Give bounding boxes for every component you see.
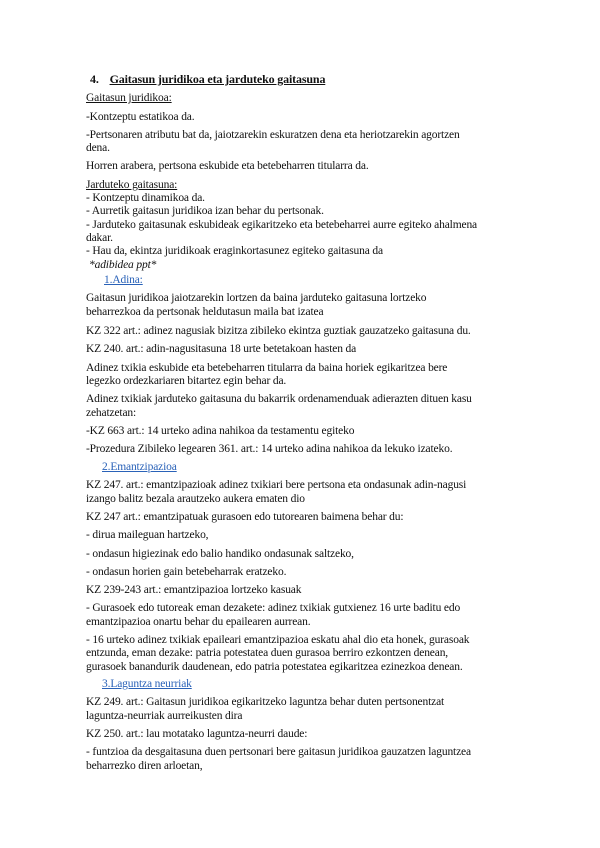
subsection-link-adina[interactable]: 1.Adina: — [104, 274, 143, 286]
text-line: KZ 249. art.: Gaitasun juridikoa egikaritzeko laguntza behar duten pertsonentzat — [86, 696, 445, 708]
text-line: - funtzioa da desgaitasuna duen pertsonari bere gaitasun juridikoa gauzatzen laguntzea — [86, 746, 471, 758]
text-line: -KZ 663 art.: 14 urteko adina nahikoa da testamentu egiteko — [86, 425, 355, 437]
text-line: Adinez txikia eskubide eta betebeharren titularra da baina horiek egikaritzea bere — [86, 362, 448, 374]
text-line: - Jarduteko gaitasunak eskubideak egikaritzeko eta betebeharrei aurre egiteko ahalmena — [86, 219, 478, 231]
subheading-jarduteko-gaitasuna: Jarduteko gaitasuna: — [86, 179, 178, 191]
text-line: KZ 250. art.: lau motatako laguntza-neurri daude: — [86, 728, 308, 740]
text-line: - Kontzeptu dinamikoa da. — [86, 192, 205, 204]
text-line: dakar. — [86, 232, 113, 244]
text-line: Horren arabera, pertsona eskubide eta betebeharren titularra da. — [86, 160, 369, 172]
subsection-link-laguntza-neurriak[interactable]: 3.Laguntza neurriak — [102, 678, 192, 690]
text-line: dena. — [86, 142, 110, 154]
text-line: - Aurretik gaitasun juridikoa izan behar du pertsonak. — [86, 205, 324, 217]
text-line: - ondasun higiezinak edo balio handiko ondasunak saltzeko, — [86, 548, 354, 560]
text-line: KZ 240. art.: adin-nagusitasuna 18 urte betetakoan hasten da — [86, 343, 357, 355]
subheading-gaitasun-juridikoa: Gaitasun juridikoa: — [86, 92, 172, 104]
text-line: - ondasun horien gain betebeharrak eratzeko. — [86, 566, 287, 578]
text-line: KZ 239-243 art.: emantzipazioa lortzeko kasuak — [86, 584, 302, 596]
text-line: -Pertsonaren atributu bat da, jaiotzarekin eskuratzen dena eta heriotzarekin agortzen — [86, 129, 460, 141]
example-note: *adibidea ppt* — [89, 259, 157, 271]
text-line: - Hau da, ekintza juridikoak eraginkortasunez egiteko gaitasuna da — [86, 245, 383, 257]
text-line: beharrezkoa da pertsonak heldutasun maila bat izatea — [86, 306, 324, 318]
section-title: Gaitasun juridikoa eta jarduteko gaitasuna — [109, 72, 326, 86]
text-line: KZ 247 art.: emantzipatuak gurasoen edo tutorearen baimena behar du: — [86, 511, 404, 523]
text-line: -Prozedura Zibileko legearen 361. art.: 14 urteko adina nahikoa da lekuko izateko. — [86, 443, 453, 455]
text-line: emantzipazioa onartu behar du epailearen aurrean. — [86, 616, 311, 628]
text-line: entzunda, eman dezake: patria potestatea duen gurasoa berriro ezkontzen denean, — [86, 647, 449, 659]
text-line: KZ 322 art.: adinez nagusiak bizitza zibileko ekintza guztiak gauzatzeko gaitasuna du. — [86, 325, 471, 337]
text-line: KZ 247. art.: emantzipazioak adinez txikiari bere pertsona eta ondasunak adin-nagusi — [86, 479, 467, 491]
text-line: beharrezko diren arloetan, — [86, 760, 203, 772]
text-line: - dirua maileguan hartzeko, — [86, 529, 209, 541]
text-line: - Gurasoek edo tutoreak eman dezakete: adinez txikiak gutxienez 16 urte baditu edo — [86, 602, 461, 614]
text-line: Gaitasun juridikoa jaiotzarekin lortzen da baina jarduteko gaitasuna lortzeko — [86, 292, 427, 304]
section-heading — [90, 72, 325, 86]
text-line: laguntza-neurriak aurreikusten dira — [86, 710, 243, 722]
text-line: izango balitz bezala arautzeko aukera ematen dio — [86, 493, 305, 505]
text-line: - 16 urteko adinez txikiak epaileari emantzipazioa eskatu ahal dio eta honek, gurasoak — [86, 634, 470, 646]
text-line: gurasoek banandurik daudenean, edo patria potestatea egikaritzea ezinezkoa denean. — [86, 661, 463, 673]
text-line: legezko ordezkariaren bitartez egin behar da. — [86, 375, 287, 387]
text-line: -Kontzeptu estatikoa da. — [86, 111, 195, 123]
text-line: zehatzetan: — [86, 407, 137, 419]
text-line: Adinez txikiak jarduteko gaitasuna du bakarrik ordenamenduak adierazten dituen kasu — [86, 393, 472, 405]
subsection-link-emantzipazioa[interactable]: 2.Emantzipazioa — [102, 461, 177, 473]
section-number: 4. — [90, 72, 99, 86]
